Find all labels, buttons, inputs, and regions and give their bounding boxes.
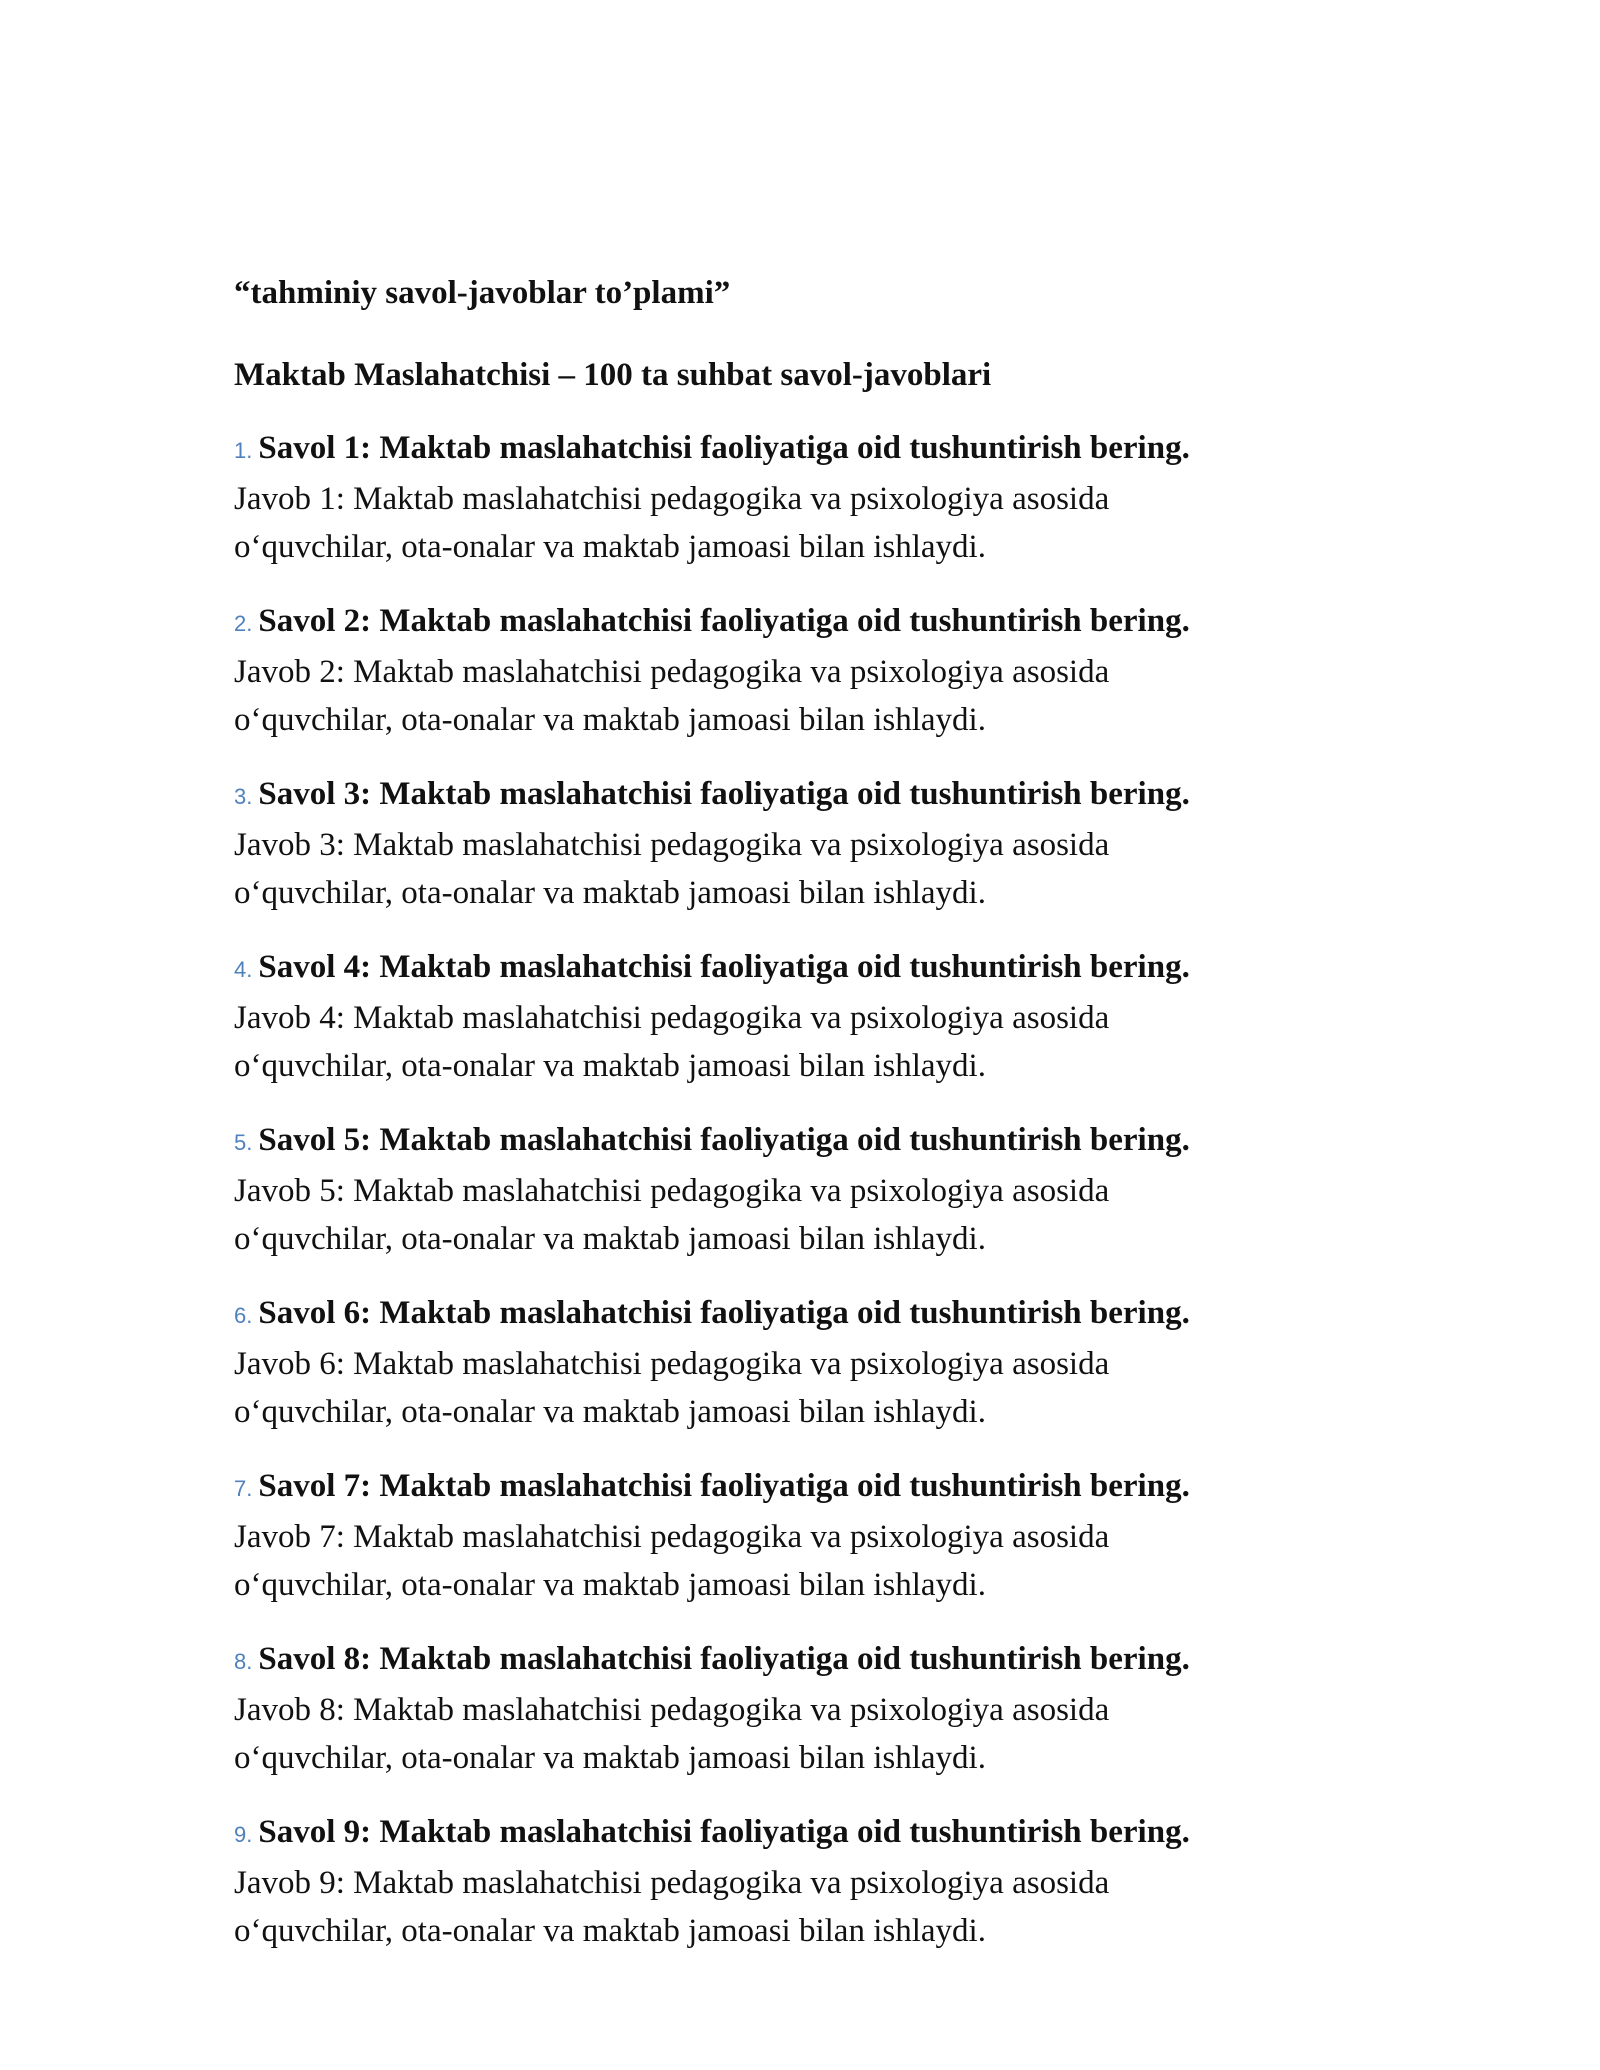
list-number: 3.	[234, 784, 253, 809]
question-text: Savol 8: Maktab maslahatchisi faoliyatiga oid tushuntirish bering.	[258, 1641, 1190, 1677]
answer-line: Javob 4: Maktab maslahatchisi pedagogika va psixologiya asosida	[234, 1000, 1110, 1036]
list-number: 6.	[234, 1303, 253, 1328]
answer-line: Javob 3: Maktab maslahatchisi pedagogika va psixologiya asosida	[234, 827, 1110, 863]
answer-line: o‘quvchilar, ota-onalar va maktab jamoasi bilan ishlaydi.	[234, 1221, 986, 1257]
question-text: Savol 3: Maktab maslahatchisi faoliyatiga oid tushuntirish bering.	[258, 776, 1190, 812]
list-number: 1.	[234, 438, 253, 463]
qa-item	[234, 1462, 1374, 1609]
qa-item	[234, 597, 1374, 744]
qa-item	[234, 1808, 1374, 1955]
qa-item	[234, 1116, 1374, 1263]
answer-line: o‘quvchilar, ota-onalar va maktab jamoasi bilan ishlaydi.	[234, 1740, 986, 1776]
question-text: Savol 6: Maktab maslahatchisi faoliyatiga oid tushuntirish bering.	[258, 1295, 1190, 1331]
answer-line: o‘quvchilar, ota-onalar va maktab jamoasi bilan ishlaydi.	[234, 875, 986, 911]
answer-line: Javob 5: Maktab maslahatchisi pedagogika va psixologiya asosida	[234, 1173, 1110, 1209]
question-text: Savol 4: Maktab maslahatchisi faoliyatiga oid tushuntirish bering.	[258, 949, 1190, 985]
document-page	[234, 270, 1374, 1981]
qa-item	[234, 943, 1374, 1090]
list-number: 2.	[234, 611, 253, 636]
question-text: Savol 5: Maktab maslahatchisi faoliyatiga oid tushuntirish bering.	[258, 1122, 1190, 1158]
qa-item	[234, 1289, 1374, 1436]
answer-line: Javob 8: Maktab maslahatchisi pedagogika va psixologiya asosida	[234, 1692, 1110, 1728]
question-text: Savol 9: Maktab maslahatchisi faoliyatiga oid tushuntirish bering.	[258, 1814, 1190, 1850]
answer-line: o‘quvchilar, ota-onalar va maktab jamoasi bilan ishlaydi.	[234, 529, 986, 565]
answer-line: o‘quvchilar, ota-onalar va maktab jamoasi bilan ishlaydi.	[234, 1048, 986, 1084]
list-number: 4.	[234, 957, 253, 982]
qa-list	[234, 424, 1374, 1955]
answer-line: o‘quvchilar, ota-onalar va maktab jamoasi bilan ishlaydi.	[234, 1913, 986, 1949]
answer-line: Javob 7: Maktab maslahatchisi pedagogika va psixologiya asosida	[234, 1519, 1110, 1555]
answer-line: Javob 1: Maktab maslahatchisi pedagogika va psixologiya asosida	[234, 481, 1110, 517]
list-number: 9.	[234, 1822, 253, 1847]
answer-line: Javob 9: Maktab maslahatchisi pedagogika va psixologiya asosida	[234, 1865, 1110, 1901]
question-text: Savol 2: Maktab maslahatchisi faoliyatiga oid tushuntirish bering.	[258, 603, 1190, 639]
question-text: Savol 7: Maktab maslahatchisi faoliyatiga oid tushuntirish bering.	[258, 1468, 1190, 1504]
question-text: Savol 1: Maktab maslahatchisi faoliyatiga oid tushuntirish bering.	[258, 430, 1190, 466]
answer-line: o‘quvchilar, ota-onalar va maktab jamoasi bilan ishlaydi.	[234, 1394, 986, 1430]
qa-item	[234, 1635, 1374, 1782]
answer-line: Javob 2: Maktab maslahatchisi pedagogika va psixologiya asosida	[234, 654, 1110, 690]
qa-item	[234, 770, 1374, 917]
list-number: 5.	[234, 1130, 253, 1155]
qa-item	[234, 424, 1374, 571]
document-title: “tahminiy savol-javoblar to’plami”	[234, 275, 731, 311]
answer-line: o‘quvchilar, ota-onalar va maktab jamoasi bilan ishlaydi.	[234, 702, 986, 738]
list-number: 8.	[234, 1649, 253, 1674]
document-subtitle: Maktab Maslahatchisi – 100 ta suhbat savol-javoblari	[234, 357, 992, 393]
answer-line: o‘quvchilar, ota-onalar va maktab jamoasi bilan ishlaydi.	[234, 1567, 986, 1603]
list-number: 7.	[234, 1476, 253, 1501]
answer-line: Javob 6: Maktab maslahatchisi pedagogika va psixologiya asosida	[234, 1346, 1110, 1382]
